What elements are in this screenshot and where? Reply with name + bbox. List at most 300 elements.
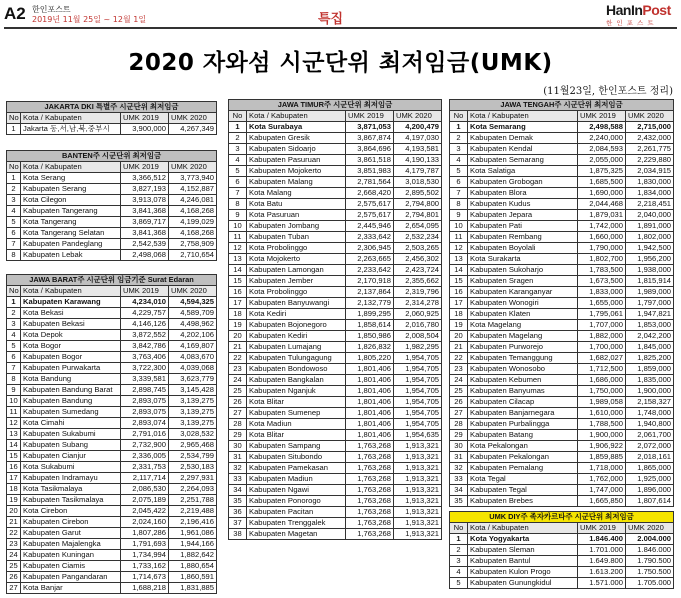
- cell-no: 8: [7, 250, 21, 261]
- cell-no: 34: [450, 485, 468, 496]
- table-row: [7, 539, 217, 550]
- table-row: [229, 430, 442, 441]
- cell-name: Kabupaten Lebak: [21, 250, 121, 261]
- cell-name: Kabupaten Mojokerto: [247, 166, 346, 177]
- table-title: JAKARTA DKI 특별주 시군단위 최저임금: [7, 102, 217, 113]
- cell-no: 37: [229, 518, 247, 529]
- table-row: [229, 452, 442, 463]
- cell-y2019: 3,869,717: [121, 217, 169, 228]
- cell-y2020: 2,965,468: [169, 440, 217, 451]
- table-row: [229, 188, 442, 199]
- cell-y2019: 2,781,564: [346, 177, 394, 188]
- cell-no: 23: [450, 364, 468, 375]
- cell-no: 23: [229, 364, 247, 375]
- cell-y2019: 1,795,061: [578, 309, 626, 320]
- cell-y2019: 1.613.200: [578, 567, 626, 578]
- table-row: [450, 353, 674, 364]
- cell-no: 7: [450, 188, 468, 199]
- table-row: [450, 534, 674, 545]
- cell-y2019: 1,682,027: [578, 353, 626, 364]
- table-row: [7, 561, 217, 572]
- cell-no: 32: [450, 463, 468, 474]
- cell-no: 9: [7, 385, 21, 396]
- cell-y2019: 3,841,368: [121, 206, 169, 217]
- table-row: [229, 199, 442, 210]
- cell-y2020: 4,199,029: [169, 217, 217, 228]
- cell-name: Kabupaten Sragen: [468, 276, 578, 287]
- cell-no: 31: [229, 452, 247, 463]
- cell-name: Kabupaten Wonogiri: [468, 298, 578, 309]
- cell-name: Kabupaten Lamongan: [247, 265, 346, 276]
- table-row: [229, 331, 442, 342]
- table-row: [450, 485, 674, 496]
- table-row: [229, 408, 442, 419]
- column-header-y2019: UMK 2019: [121, 286, 169, 297]
- cell-name: Kota Cilegon: [21, 195, 121, 206]
- table-title: JAWA TENGAH주 시군단위 최저임금: [450, 100, 674, 111]
- cell-y2020: 1,860,591: [169, 572, 217, 583]
- cell-y2019: 2,336,005: [121, 451, 169, 462]
- cell-name: Kota Cimahi: [21, 418, 121, 429]
- cell-no: 16: [7, 462, 21, 473]
- cell-y2019: 2,263,665: [346, 254, 394, 265]
- cell-y2019: 2,575,617: [346, 210, 394, 221]
- cell-y2020: 1,748,000: [626, 408, 674, 419]
- cell-y2020: 4,168,268: [169, 206, 217, 217]
- cell-y2019: 1,801,406: [346, 408, 394, 419]
- cell-y2019: 1,763,268: [346, 529, 394, 540]
- cell-name: Kabupaten Wonosobo: [468, 364, 578, 375]
- table-row: [7, 250, 217, 261]
- cell-name: Kabupaten Serang: [21, 184, 121, 195]
- cell-no: 3: [450, 144, 468, 155]
- column-header-no: No: [229, 111, 247, 122]
- table-row: [7, 173, 217, 184]
- table-row: [229, 144, 442, 155]
- table-row: [7, 363, 217, 374]
- cell-name: Kota Batu: [247, 199, 346, 210]
- cell-y2019: 2,024,160: [121, 517, 169, 528]
- cell-y2020: 2,654,095: [394, 221, 442, 232]
- table-row: [229, 254, 442, 265]
- cell-no: 29: [229, 430, 247, 441]
- cell-name: Kota Bekasi: [21, 308, 121, 319]
- cell-y2020: 1,815,914: [626, 276, 674, 287]
- cell-y2019: 1,688,218: [121, 583, 169, 594]
- cell-y2020: 1,891,000: [626, 221, 674, 232]
- table-row: [7, 506, 217, 517]
- cell-y2019: 3,763,406: [121, 352, 169, 363]
- cell-y2019: 3,864,696: [346, 144, 394, 155]
- cell-y2020: 2,895,502: [394, 188, 442, 199]
- table-row: [7, 308, 217, 319]
- cell-y2019: 2,137,864: [346, 287, 394, 298]
- cell-y2019: 1,783,500: [578, 265, 626, 276]
- cell-y2019: 1,826,832: [346, 342, 394, 353]
- cell-name: Kota Tangerang Selatan: [21, 228, 121, 239]
- cell-no: 15: [7, 451, 21, 462]
- table-title-row: [450, 512, 674, 523]
- cell-y2019: 2,893,075: [121, 396, 169, 407]
- cell-no: 7: [229, 188, 247, 199]
- cell-y2019: 1,763,268: [346, 507, 394, 518]
- cell-name: Kota Tasikmalaya: [21, 484, 121, 495]
- cell-name: Kabupaten Semarang: [468, 155, 578, 166]
- cell-y2020: 2.004.000: [626, 534, 674, 545]
- cell-y2019: 1,882,000: [578, 331, 626, 342]
- cell-y2020: 3,773,940: [169, 173, 217, 184]
- cell-y2019: 1,747,000: [578, 485, 626, 496]
- column-header-row: [7, 286, 217, 297]
- cell-name: Kabupaten Situbondo: [247, 452, 346, 463]
- table-row: [7, 462, 217, 473]
- table-row: [7, 572, 217, 583]
- cell-y2019: 1,805,220: [346, 353, 394, 364]
- cell-name: Kabupaten Banyumas: [468, 386, 578, 397]
- cell-name: Kabupaten Ciamis: [21, 561, 121, 572]
- table-row: [229, 397, 442, 408]
- cell-y2020: 3,623,779: [169, 374, 217, 385]
- cell-name: Kabupaten Bojonegoro: [247, 320, 346, 331]
- cell-no: 10: [7, 396, 21, 407]
- cell-name: Kabupaten Jombang: [247, 221, 346, 232]
- cell-name: Kabupaten Bantul: [468, 556, 578, 567]
- cell-name: Kabupaten Bondowoso: [247, 364, 346, 375]
- cell-y2020: 1.846.000: [626, 545, 674, 556]
- cell-name: Kabupaten Kediri: [247, 331, 346, 342]
- cell-no: 35: [450, 496, 468, 507]
- column-header-y2020: UMK 2020: [626, 111, 674, 122]
- cell-name: Kabupaten Temanggung: [468, 353, 578, 364]
- cell-no: 33: [450, 474, 468, 485]
- cell-y2020: 2,432,000: [626, 133, 674, 144]
- cell-y2020: 1,954,705: [394, 364, 442, 375]
- cell-y2020: 2,503,265: [394, 243, 442, 254]
- cell-name: Kota Blitar: [247, 430, 346, 441]
- cell-no: 2: [7, 184, 21, 195]
- cell-y2019: 1.571.000: [578, 578, 626, 589]
- cell-y2019: 2,170,918: [346, 276, 394, 287]
- cell-name: Kabupaten Sukoharjo: [468, 265, 578, 276]
- cell-y2019: 1,660,000: [578, 232, 626, 243]
- cell-y2020: 2,219,488: [169, 506, 217, 517]
- cell-y2020: 4,594,325: [169, 297, 217, 308]
- cell-name: Kabupaten Banjarnegara: [468, 408, 578, 419]
- table-row: [229, 474, 442, 485]
- cell-no: 4: [7, 330, 21, 341]
- cell-y2019: 1,700,000: [578, 342, 626, 353]
- cell-name: Kabupaten Subang: [21, 440, 121, 451]
- cell-no: 27: [450, 408, 468, 419]
- cell-no: 19: [450, 320, 468, 331]
- cell-y2019: 1,801,406: [346, 364, 394, 375]
- cell-no: 19: [229, 320, 247, 331]
- cell-y2020: 2,710,654: [169, 250, 217, 261]
- table-row: [450, 567, 674, 578]
- cell-name: Kabupaten Pandeglang: [21, 239, 121, 250]
- cell-y2019: 1,801,406: [346, 397, 394, 408]
- cell-name: Kota Pasuruan: [247, 210, 346, 221]
- logo-subtitle: 한 인 포 스 트: [606, 19, 655, 27]
- cell-name: Kota Madiun: [247, 419, 346, 430]
- cell-no: 3: [7, 195, 21, 206]
- cell-name: Kota Cirebon: [21, 506, 121, 517]
- header-rule: [4, 27, 677, 29]
- cell-y2019: 2,791,016: [121, 429, 169, 440]
- cell-name: Kabupaten Ngawi: [247, 485, 346, 496]
- cell-y2019: 1,807,286: [121, 528, 169, 539]
- table-row: [450, 408, 674, 419]
- cell-no: 1: [7, 297, 21, 308]
- cell-y2019: 1,665,850: [578, 496, 626, 507]
- cell-no: 5: [7, 217, 21, 228]
- cell-name: Kota Bandung: [21, 374, 121, 385]
- cell-y2019: 1,686,000: [578, 375, 626, 386]
- cell-y2019: 1,707,000: [578, 320, 626, 331]
- cell-y2020: 2,456,302: [394, 254, 442, 265]
- column-header-y2020: UMK 2020: [169, 286, 217, 297]
- column-header-row: [229, 111, 442, 122]
- table-row: [450, 210, 674, 221]
- cell-y2019: 3,913,078: [121, 195, 169, 206]
- cell-no: 25: [229, 386, 247, 397]
- column-header-y2019: UMK 2019: [121, 113, 169, 124]
- cell-y2020: 2,034,915: [626, 166, 674, 177]
- table-row: [450, 232, 674, 243]
- page-headline: 2020 자와섬 시군단위 최저임금(UMK): [128, 50, 553, 76]
- table-row: [450, 276, 674, 287]
- table-row: [229, 166, 442, 177]
- cell-name: Kabupaten Jepara: [468, 210, 578, 221]
- cell-y2020: 1,938,000: [626, 265, 674, 276]
- page-header: [0, 0, 681, 40]
- cell-no: 21: [450, 342, 468, 353]
- cell-y2019: 1,791,693: [121, 539, 169, 550]
- cell-name: Kabupaten Sukabumi: [21, 429, 121, 440]
- column-header-row: [7, 113, 217, 124]
- cell-name: Kabupaten Nganjuk: [247, 386, 346, 397]
- cell-no: 1: [229, 122, 247, 133]
- cell-no: 9: [450, 210, 468, 221]
- cell-name: Kota Surakarta: [468, 254, 578, 265]
- column-header-name: Kota / Kabupaten: [21, 162, 121, 173]
- cell-no: 30: [450, 441, 468, 452]
- cell-no: 20: [229, 331, 247, 342]
- cell-y2020: 4,498,962: [169, 319, 217, 330]
- cell-y2020: 2,060,925: [394, 309, 442, 320]
- table-row: [229, 232, 442, 243]
- cell-name: Kabupaten Karawang: [21, 297, 121, 308]
- table-row: [7, 184, 217, 195]
- table-row: [450, 309, 674, 320]
- cell-name: Kabupaten Bogor: [21, 352, 121, 363]
- cell-no: 31: [450, 452, 468, 463]
- table-row: [450, 463, 674, 474]
- cell-y2019: 1,655,000: [578, 298, 626, 309]
- cell-name: Kabupaten Cirebon: [21, 517, 121, 528]
- cell-no: 9: [229, 210, 247, 221]
- cell-no: 2: [229, 133, 247, 144]
- cell-y2019: 1,802,700: [578, 254, 626, 265]
- cell-y2019: 2,132,779: [346, 298, 394, 309]
- cell-y2020: 1,802,000: [626, 232, 674, 243]
- cell-y2020: 1,954,705: [394, 353, 442, 364]
- table-title-row: [229, 100, 442, 111]
- cell-no: 20: [7, 506, 21, 517]
- table-row: [229, 298, 442, 309]
- cell-name: Kota Magelang: [468, 320, 578, 331]
- cell-no: 35: [229, 496, 247, 507]
- cell-name: Kabupaten Bangkalan: [247, 375, 346, 386]
- cell-y2019: 2,045,422: [121, 506, 169, 517]
- cell-name: Kota Bogor: [21, 341, 121, 352]
- cell-y2020: 2,040,000: [626, 210, 674, 221]
- cell-y2019: 2,498,588: [578, 122, 626, 133]
- cell-y2020: 1,835,000: [626, 375, 674, 386]
- cell-y2020: 1,947,821: [626, 309, 674, 320]
- column-header-y2020: UMK 2020: [169, 162, 217, 173]
- cell-name: Kota Kediri: [247, 309, 346, 320]
- cell-no: 26: [229, 397, 247, 408]
- cell-y2019: 1,718,000: [578, 463, 626, 474]
- cell-no: 2: [7, 308, 21, 319]
- cell-y2019: 2,333,642: [346, 232, 394, 243]
- cell-y2020: 1,913,321: [394, 485, 442, 496]
- table-row: [229, 177, 442, 188]
- section-label: 특집: [318, 12, 344, 27]
- cell-name: Kota Semarang: [468, 122, 578, 133]
- cell-name: Kabupaten Purworejo: [468, 342, 578, 353]
- cell-y2019: 1,900,000: [578, 430, 626, 441]
- cell-name: Kabupaten Cilacap: [468, 397, 578, 408]
- cell-y2020: 1,913,321: [394, 441, 442, 452]
- cell-no: 11: [229, 232, 247, 243]
- cell-y2019: 1,742,000: [578, 221, 626, 232]
- cell-no: 22: [7, 528, 21, 539]
- column-header-name: Kota / Kabupaten: [21, 286, 121, 297]
- cell-y2020: 1,807,614: [626, 496, 674, 507]
- cell-name: Kabupaten Pangandaran: [21, 572, 121, 583]
- cell-no: 12: [450, 243, 468, 254]
- table-row: [229, 221, 442, 232]
- cell-no: 4: [450, 567, 468, 578]
- table-row: [7, 374, 217, 385]
- cell-name: Kabupaten Majalengka: [21, 539, 121, 550]
- table-row: [450, 331, 674, 342]
- table-row: [229, 287, 442, 298]
- cell-no: 3: [7, 319, 21, 330]
- cell-y2019: 1,763,268: [346, 441, 394, 452]
- cell-name: Kabupaten Tegal: [468, 485, 578, 496]
- cell-name: Kabupaten Tasikmalaya: [21, 495, 121, 506]
- cell-y2020: 4,197,030: [394, 133, 442, 144]
- cell-y2020: 4,152,887: [169, 184, 217, 195]
- cell-y2019: 2,898,745: [121, 385, 169, 396]
- cell-y2020: 2,794,800: [394, 199, 442, 210]
- cell-y2020: 1,954,635: [394, 430, 442, 441]
- table-row: [229, 485, 442, 496]
- table-row: [7, 217, 217, 228]
- cell-y2020: 1,954,705: [394, 386, 442, 397]
- cell-y2019: 1,790,000: [578, 243, 626, 254]
- cell-name: Kabupaten Klaten: [468, 309, 578, 320]
- cell-y2020: 1.705.000: [626, 578, 674, 589]
- cell-y2020: 4,200,479: [394, 122, 442, 133]
- cell-no: 24: [450, 375, 468, 386]
- cell-y2019: 1,763,268: [346, 485, 394, 496]
- table-row: [450, 364, 674, 375]
- table-row: [450, 166, 674, 177]
- cell-y2020: 3,139,275: [169, 418, 217, 429]
- cell-y2020: 1,797,000: [626, 298, 674, 309]
- cell-y2020: 2,196,416: [169, 517, 217, 528]
- cell-y2020: 1,825,200: [626, 353, 674, 364]
- cell-y2019: 3,861,518: [346, 155, 394, 166]
- table-row: [450, 243, 674, 254]
- cell-name: Kabupaten Sidoarjo: [247, 144, 346, 155]
- cell-y2019: 1,788,500: [578, 419, 626, 430]
- cell-y2019: 1,763,268: [346, 496, 394, 507]
- cell-y2019: 1,712,500: [578, 364, 626, 375]
- cell-y2020: 2,061,700: [626, 430, 674, 441]
- cell-y2020: 1,865,000: [626, 463, 674, 474]
- table-row: [229, 133, 442, 144]
- cell-no: 5: [7, 341, 21, 352]
- cell-y2019: 3,827,193: [121, 184, 169, 195]
- cell-y2020: 2,264,093: [169, 484, 217, 495]
- cell-y2019: 2,575,617: [346, 199, 394, 210]
- cell-y2020: 1,913,321: [394, 463, 442, 474]
- cell-no: 24: [229, 375, 247, 386]
- cell-no: 15: [450, 276, 468, 287]
- table-row: [450, 441, 674, 452]
- table-row: [7, 440, 217, 451]
- cell-no: 33: [229, 474, 247, 485]
- cell-no: 5: [450, 166, 468, 177]
- cell-name: Kabupaten Sleman: [468, 545, 578, 556]
- cell-name: Kabupaten Tuban: [247, 232, 346, 243]
- cell-no: 14: [450, 265, 468, 276]
- logo-accent-text: Post: [642, 2, 671, 18]
- cell-y2020: 1,954,705: [394, 408, 442, 419]
- cell-y2019: 1,899,295: [346, 309, 394, 320]
- cell-y2020: 3,018,530: [394, 177, 442, 188]
- cell-y2020: 1,830,000: [626, 177, 674, 188]
- cell-y2019: 1,801,406: [346, 419, 394, 430]
- table-jakarta: [6, 101, 217, 135]
- cell-no: 28: [450, 419, 468, 430]
- cell-no: 8: [450, 199, 468, 210]
- table-row: [7, 429, 217, 440]
- cell-name: Kota Tegal: [468, 474, 578, 485]
- cell-y2020: 4,083,670: [169, 352, 217, 363]
- cell-no: 21: [229, 342, 247, 353]
- cell-y2019: 1,734,994: [121, 550, 169, 561]
- cell-y2020: 1,913,321: [394, 507, 442, 518]
- cell-y2019: 1.649.800: [578, 556, 626, 567]
- cell-y2020: 1,896,000: [626, 485, 674, 496]
- cell-y2019: 3,366,512: [121, 173, 169, 184]
- publication-name: 한인포스트: [32, 5, 71, 14]
- cell-y2019: 3,339,581: [121, 374, 169, 385]
- cell-y2019: 2,044,468: [578, 199, 626, 210]
- table-row: [450, 545, 674, 556]
- column-header-no: No: [7, 162, 21, 173]
- column-header-row: [7, 162, 217, 173]
- cell-y2020: 1,940,800: [626, 419, 674, 430]
- table-row: [229, 364, 442, 375]
- table-banten: [6, 150, 217, 261]
